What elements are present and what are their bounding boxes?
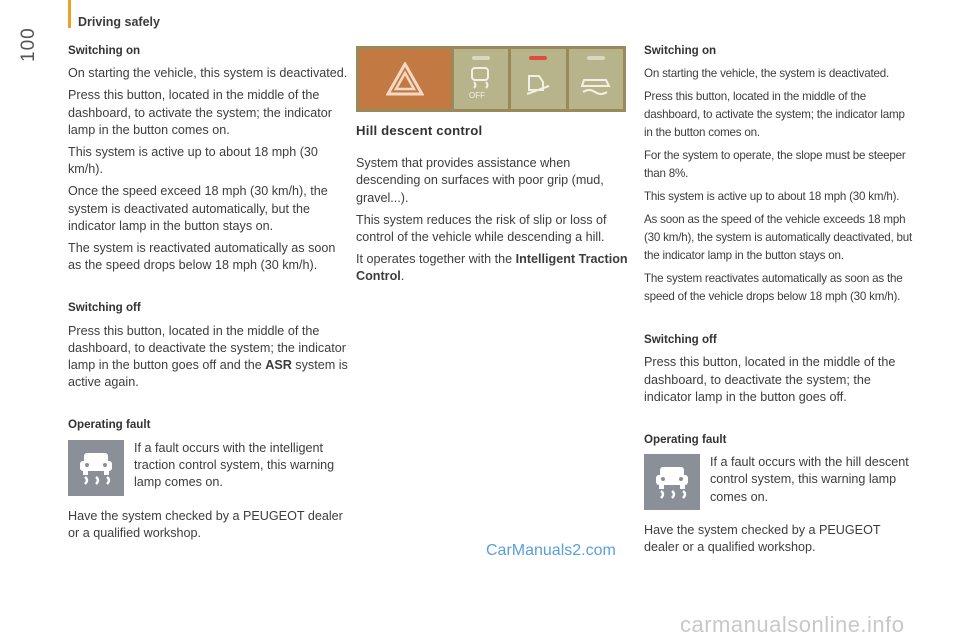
hill-descent-button — [511, 49, 565, 109]
paragraph: Press this button, located in the middle of the dashboard, to activate the system; the indicator lamp in the button comes on. — [68, 88, 332, 137]
operates-text: It operates together with the Intelligent Traction Control. — [356, 252, 628, 284]
paragraph: For the system to operate, the slope must be steeper than 8%. — [644, 149, 906, 181]
left-column — [68, 42, 348, 547]
paragraph: System that provides assistance when descending on surfaces with poor grip (mud, gravel...). — [356, 156, 604, 205]
watermark-link[interactable]: CarManuals2.com — [486, 542, 616, 559]
right-column — [644, 42, 916, 562]
paragraph: This system reduces the risk of slip or loss of control of the vehicle while descending a hill. — [356, 212, 607, 245]
paragraph: The system is reactivated automatically as soon as the speed drops below 18 mph (30 km/h). — [68, 241, 336, 273]
traction-off-button — [454, 49, 508, 109]
advice-text: Have the system checked by a PEUGEOT dealer or a qualified workshop. — [644, 523, 881, 555]
fault-block — [68, 440, 348, 496]
operating-fault-heading: Operating fault — [644, 433, 727, 447]
paragraph: Press this button, located in the middle of the dashboard, to activate the system; the indicator lamp in the button comes on. — [644, 90, 905, 140]
section-title: Driving safely — [78, 15, 160, 29]
middle-column — [356, 46, 628, 291]
paragraph: This system is active up to about 18 mph (30 km/h). — [644, 190, 900, 204]
advice-text: Have the system checked by a PEUGEOT dealer or a qualified workshop. — [68, 508, 343, 540]
itc-term: Intelligent Traction Control — [356, 252, 628, 284]
switching-off-text: Press this button, located in the middle of the dashboard, to deactivate the system; the indicator lamp in the button goes off and the ASR system is active again. — [68, 323, 348, 390]
section-accent-bar — [68, 0, 71, 28]
grip-control-button — [569, 49, 623, 109]
fault-text: If a fault occurs with the intelligent traction control system, this warning lamp comes on. — [134, 440, 335, 490]
traction-warning-icon — [644, 454, 700, 510]
paragraph: The system reactivates automatically as soon as the speed of the vehicle drops below 18 mph (30 km/h). — [644, 272, 903, 304]
switching-off-heading: Switching off — [68, 301, 141, 315]
dashboard-button-panel — [356, 46, 626, 112]
paragraph: This system is active up to about 18 mph (30 km/h). — [68, 145, 318, 177]
switching-off-text: Press this button, located in the middle of the dashboard, to deactivate the system; the indicator lamp in the button goes off. — [644, 355, 896, 404]
switching-on-heading: Switching on — [644, 44, 717, 57]
asr-term: ASR — [265, 358, 292, 373]
switching-on-heading: Switching on — [68, 44, 141, 57]
page-number: 100 — [18, 27, 39, 62]
fault-text: If a fault occurs with the hill descent control system, this warning lamp comes on. — [710, 455, 909, 504]
paragraph: Once the speed exceed 18 mph (30 km/h), the system is deactivated automatically, but the indicator lamp in the button stays on. — [68, 184, 328, 233]
operating-fault-heading: Operating fault — [68, 418, 151, 432]
paragraph: As soon as the speed of the vehicle exceeds 18 mph (30 km/h), the system is automatically deactivated, but the indicator lamp in the button stays on. — [644, 213, 913, 263]
fault-block — [644, 454, 916, 510]
hill-descent-title: Hill descent control — [356, 123, 483, 138]
traction-warning-icon — [68, 440, 124, 496]
paragraph: On starting the vehicle, this system is deactivated. — [68, 66, 348, 81]
paragraph: On starting the vehicle, the system is deactivated. — [644, 67, 889, 81]
switching-off-heading: Switching off — [644, 333, 717, 347]
off-label: OFF — [469, 91, 486, 100]
hazard-warning-button — [359, 49, 451, 109]
watermark-footer: carmanualsonline.info — [680, 612, 905, 637]
